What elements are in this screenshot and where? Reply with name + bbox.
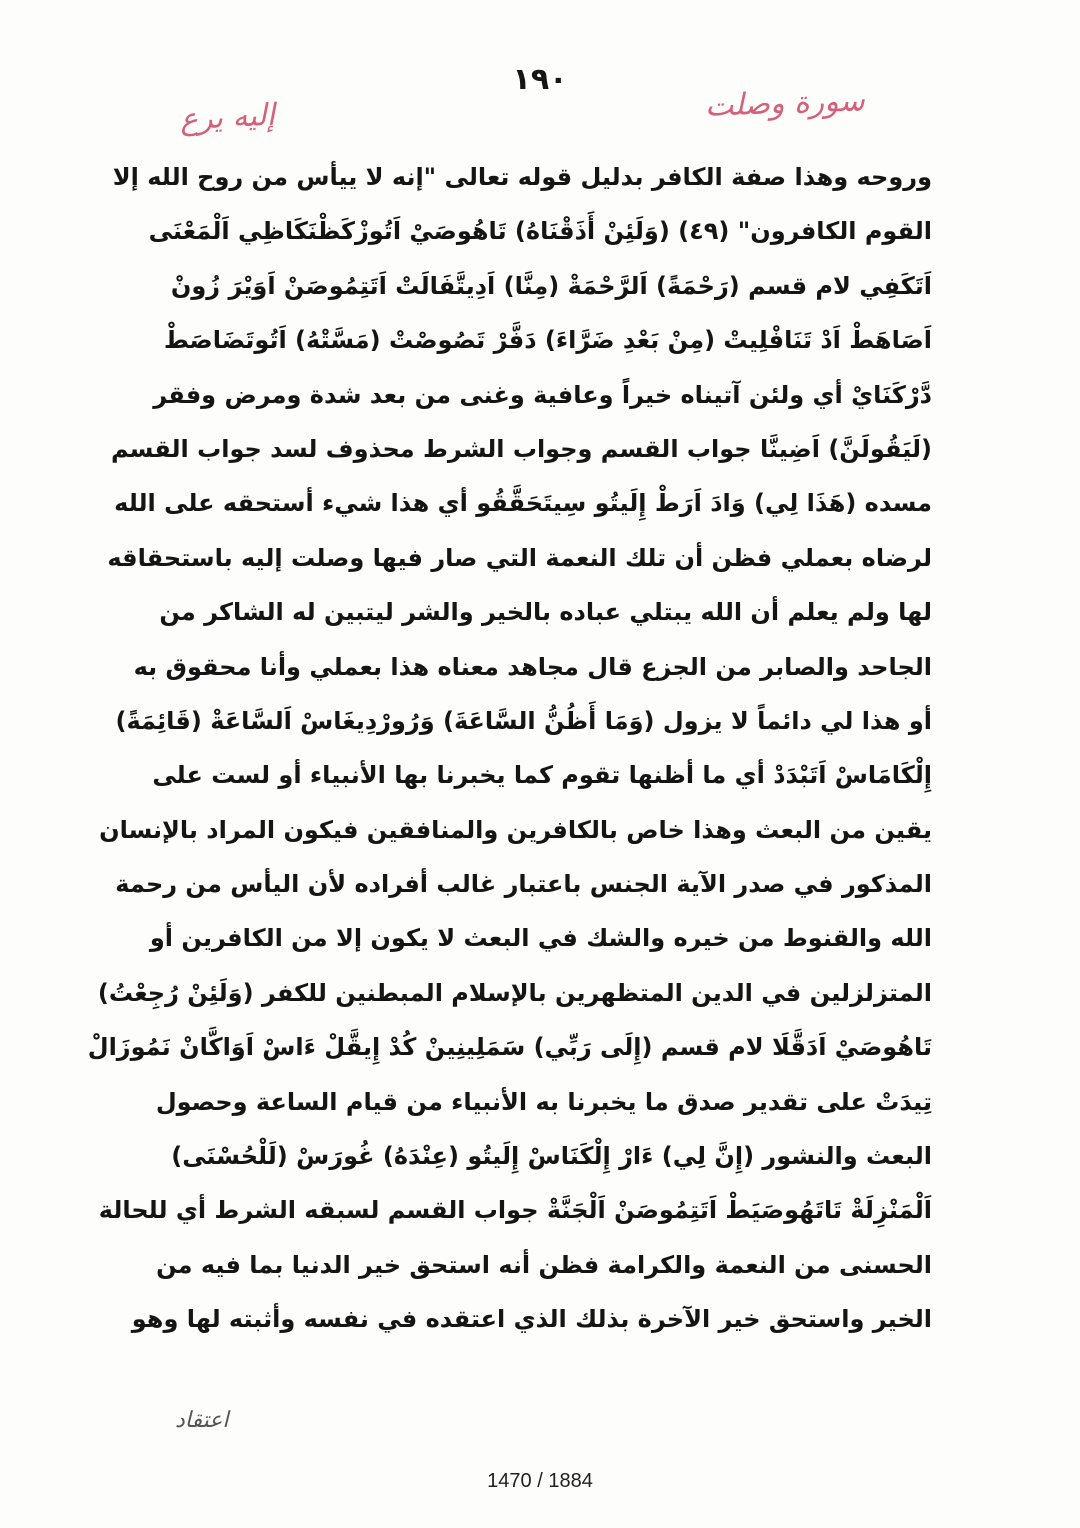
page-body-text [87, 150, 932, 1380]
handwritten-note-right: سورة وصلت [704, 83, 866, 124]
text-line: الله والقنوط من خيره والشك في البعث لا يكون إلا من الكافرين أو [149, 924, 932, 953]
text-line: مسده (هَذَا لِي) وَادَ اَرَطْ إِلَيتُو سِيتَحَقَّقُو أي هذا شيء أستحقه على الله [114, 489, 932, 518]
page-counter: 1470 / 1884 [487, 1470, 593, 1492]
text-line: اَتَكَفِي لام قسم (رَحْمَةً) اَلرَّحْمَةْ (مِنَّا) اَدِيتَّفَالَتْ اَتَتِمُوصَنْ اَوَيْرَ زُونْ [170, 271, 932, 300]
text-line: اَصَاهَطْ اَدْ تَنَافْلِيتْ (مِنْ بَعْدِ ضَرَّاءَ) دَفَّرْ تَصُوصْتْ (مَسَّتْهُ) اَتُوتَضَاصَطْ [163, 326, 932, 355]
handwritten-note-left: إليه يرع [179, 97, 276, 138]
text-line: المتزلزلين في الدين المتظهرين بالإسلام المبطنين للكفر (وَلَئِنْ رُجِعْتُ) [97, 978, 932, 1007]
text-line: أو هذا لي دائماً لا يزول (وَمَا أَظُنُّ السَّاعَةَ) وَرُورْدِيغَاسْ اَلسَّاعَةْ (قَائِمَةً) [115, 706, 932, 735]
handwritten-footnote-mark: اعتقاد [175, 1408, 229, 1433]
page-number: ١٩٠ [512, 62, 568, 97]
text-line: الجاحد والصابر من الجزع قال مجاهد معناه هذا بعملي وأنا محقوق به [133, 652, 932, 681]
text-line: لها ولم يعلم أن الله يبتلي عباده بالخير والشر ليتبين له الشاكر من [159, 598, 932, 627]
text-line: لرضاه بعملي فظن أن تلك النعمة التي صار فيها وصلت إليه باستحقاقه [107, 543, 932, 572]
text-line: دَّرْكَنَايْ أي ولئن آتيناه خيراً وعافية وغنى من بعد شدة ومرض وفقر [153, 380, 932, 409]
text-line: (لَيَقُولَنَّ) اَضِينَّا جواب القسم وجواب الشرط محذوف لسد جواب القسم [110, 434, 932, 463]
text-line: إِلْكَامَاسْ اَتَبْدَدْ أي ما أظنها تقوم كما يخبرنا بها الأنبياء أو لست على [152, 761, 932, 790]
text-line: تِيدَتْ على تقدير صدق ما يخبرنا به الأنبياء من قيام الساعة وحصول [155, 1087, 932, 1116]
text-line: الخير واستحق خير الآخرة بذلك الذي اعتقده في نفسه وأثبته لها وهو [131, 1305, 932, 1334]
text-line: اَلْمَنْزِلَةْ تَاتَهُوصَيَطْ اَتَتِمُوصَنْ اَلْجَنَّةْ جواب القسم لسبقه الشرط أي للحالة [98, 1196, 932, 1225]
text-line: القوم الكافرون" (٤٩) (وَلَئِنْ أَذَقْنَاهُ) تَاهُوصَيْ اَتُوزْكَظْنَكَاظِي اَلْمَعْنَى [148, 217, 932, 246]
text-line: يقين من البعث وهذا خاص بالكافرين والمنافقين فيكون المراد بالإنسان [99, 815, 932, 844]
text-line: البعث والنشور (إِنَّ لِي) ءَارْ إِلْكَنَاسْ إِلَيتُو (عِنْدَهُ) غُورَسْ (لَلْحُسْنَى) [171, 1142, 932, 1171]
text-line: وروحه وهذا صفة الكافر بدليل قوله تعالى "إنه لا ييأس من روح الله إلا [112, 163, 932, 191]
text-line: تَاهُوصَيْ اَدَقَّلَا لام قسم (إِلَى رَبِّي) سَمَلِينِينْ كُدْ إِيقَّلْ ءَاسْ اَوَاكَّانْ نَمُوزَالْ [87, 1033, 932, 1062]
text-line: الحسنى من النعمة والكرامة فظن أنه استحق خير الدنيا بما فيه من [156, 1250, 932, 1279]
text-line: المذكور في صدر الآية الجنس باعتبار غالب أفراده لأن اليأس من رحمة [115, 870, 932, 899]
